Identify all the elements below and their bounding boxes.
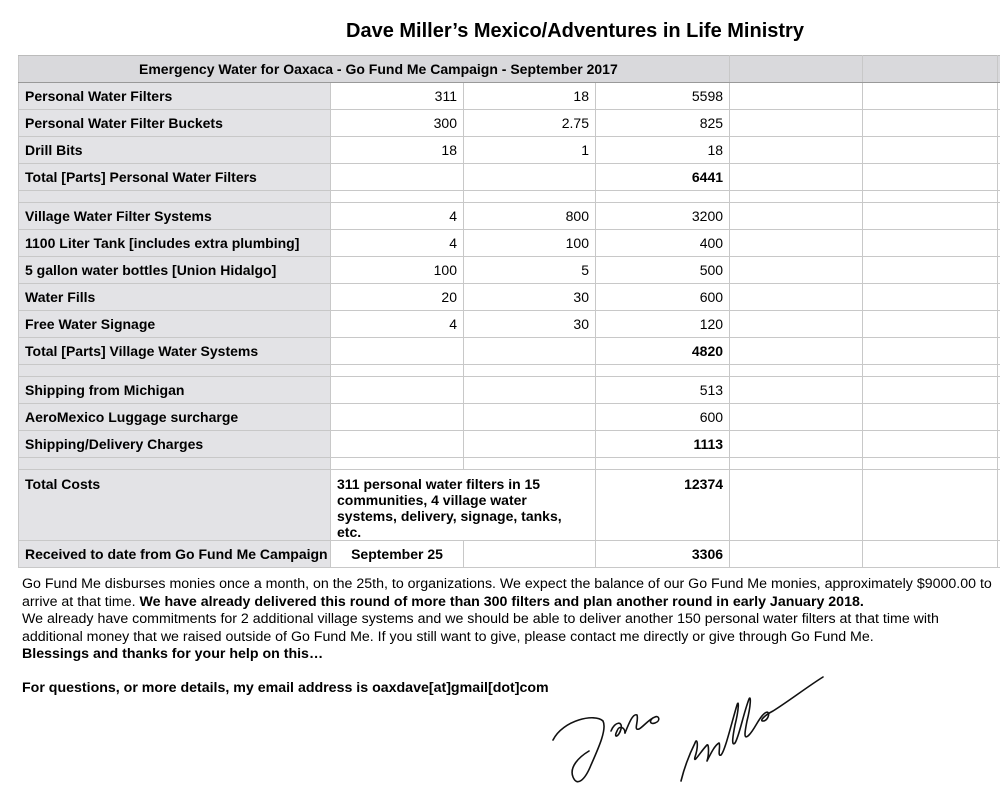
row-label: Total [Parts] Personal Water Filters bbox=[19, 164, 331, 191]
received-row bbox=[19, 541, 1000, 568]
price-cell: 30 bbox=[464, 284, 596, 311]
cost-spreadsheet bbox=[18, 55, 1000, 568]
row-label: 1100 Liter Tank [includes extra plumbing] bbox=[19, 230, 331, 257]
table-row bbox=[19, 83, 1000, 110]
qty-cell: 18 bbox=[331, 137, 464, 164]
qty-cell: 300 bbox=[331, 110, 464, 137]
contact-line: For questions, or more details, my email address is oaxdave[at]gmail[dot]com bbox=[22, 680, 549, 696]
spacer-row bbox=[19, 458, 1000, 470]
total-cell: 120 bbox=[596, 311, 730, 338]
total-costs-note: 311 personal water filters in 15 communities, 4 village water systems, delivery, signage, tanks, etc. bbox=[331, 470, 596, 541]
price-cell: 30 bbox=[464, 311, 596, 338]
price-cell: 2.75 bbox=[464, 110, 596, 137]
table-row bbox=[19, 203, 1000, 230]
note-paragraph: We already have commitments for 2 additional village systems and we should be able to deliver another 150 personal water filters at that time with additional money that we raised outside of Go Fund Me. If you still want to give, please contact me directly or give through Go Fund Me. bbox=[22, 611, 939, 645]
price-cell: 800 bbox=[464, 203, 596, 230]
handwritten-signature bbox=[545, 665, 835, 800]
row-label: 5 gallon water bottles [Union Hidalgo] bbox=[19, 257, 331, 284]
table-row bbox=[19, 137, 1000, 164]
row-label: Water Fills bbox=[19, 284, 331, 311]
row-label: Personal Water Filter Buckets bbox=[19, 110, 331, 137]
subtotal-row bbox=[19, 164, 1000, 191]
note-bold-text: We have already delivered this round of more than 300 filters and plan another round in early January 2018. bbox=[139, 593, 864, 610]
table-row bbox=[19, 257, 1000, 284]
table-row bbox=[19, 284, 1000, 311]
total-cell: 18 bbox=[596, 137, 730, 164]
total-cell: 500 bbox=[596, 257, 730, 284]
qty-cell: 100 bbox=[331, 257, 464, 284]
total-cell: 400 bbox=[596, 230, 730, 257]
row-label: Total [Parts] Village Water Systems bbox=[19, 338, 331, 365]
row-label: AeroMexico Luggage surcharge bbox=[19, 404, 331, 431]
qty-cell: 4 bbox=[331, 230, 464, 257]
total-cell: 3200 bbox=[596, 203, 730, 230]
qty-cell: 311 bbox=[331, 83, 464, 110]
subtotal-row bbox=[19, 431, 1000, 458]
total-cell: 1113 bbox=[596, 431, 730, 458]
total-cell: 600 bbox=[596, 284, 730, 311]
price-cell: 100 bbox=[464, 230, 596, 257]
total-cell: 513 bbox=[596, 377, 730, 404]
total-cell: 600 bbox=[596, 404, 730, 431]
table-row bbox=[19, 377, 1000, 404]
qty-cell: 4 bbox=[331, 311, 464, 338]
total-cell: 5598 bbox=[596, 83, 730, 110]
total-cell: 6441 bbox=[596, 164, 730, 191]
sheet-header-row bbox=[19, 56, 1000, 83]
row-label: Received to date from Go Fund Me Campaign bbox=[19, 541, 331, 568]
total-cell: 825 bbox=[596, 110, 730, 137]
blessing-text: Blessings and thanks for your help on this… bbox=[22, 646, 324, 663]
total-cell: 4820 bbox=[596, 338, 730, 365]
row-label: Shipping from Michigan bbox=[19, 377, 331, 404]
total-cell: 12374 bbox=[596, 470, 730, 541]
table-row bbox=[19, 404, 1000, 431]
table-row bbox=[19, 311, 1000, 338]
note-text: Go Fund Me disburses monies once a month, on the 25th, to organizations. We expect the balance of our Go Fund Me monies, approximately $9000.00 to arrive at that time. bbox=[22, 576, 992, 610]
table-row bbox=[19, 230, 1000, 257]
received-date: September 25 bbox=[331, 541, 464, 568]
row-label: Shipping/Delivery Charges bbox=[19, 431, 331, 458]
total-cell: 3306 bbox=[596, 541, 730, 568]
spacer-row bbox=[19, 191, 1000, 203]
price-cell: 5 bbox=[464, 257, 596, 284]
price-cell: 18 bbox=[464, 83, 596, 110]
row-label: Village Water Filter Systems bbox=[19, 203, 331, 230]
spacer-row bbox=[19, 365, 1000, 377]
sheet-header: Emergency Water for Oaxaca - Go Fund Me Campaign - September 2017 bbox=[19, 56, 730, 83]
page-title: Dave Miller’s Mexico/Adventures in Life Ministry bbox=[346, 20, 804, 42]
price-cell: 1 bbox=[464, 137, 596, 164]
row-label: Drill Bits bbox=[19, 137, 331, 164]
row-label: Free Water Signage bbox=[19, 311, 331, 338]
table-row bbox=[19, 110, 1000, 137]
note-paragraph bbox=[22, 576, 994, 611]
row-label: Total Costs bbox=[19, 470, 331, 541]
qty-cell: 4 bbox=[331, 203, 464, 230]
total-costs-row bbox=[19, 470, 1000, 541]
notes-block bbox=[22, 576, 994, 664]
subtotal-row bbox=[19, 338, 1000, 365]
row-label: Personal Water Filters bbox=[19, 83, 331, 110]
qty-cell: 20 bbox=[331, 284, 464, 311]
